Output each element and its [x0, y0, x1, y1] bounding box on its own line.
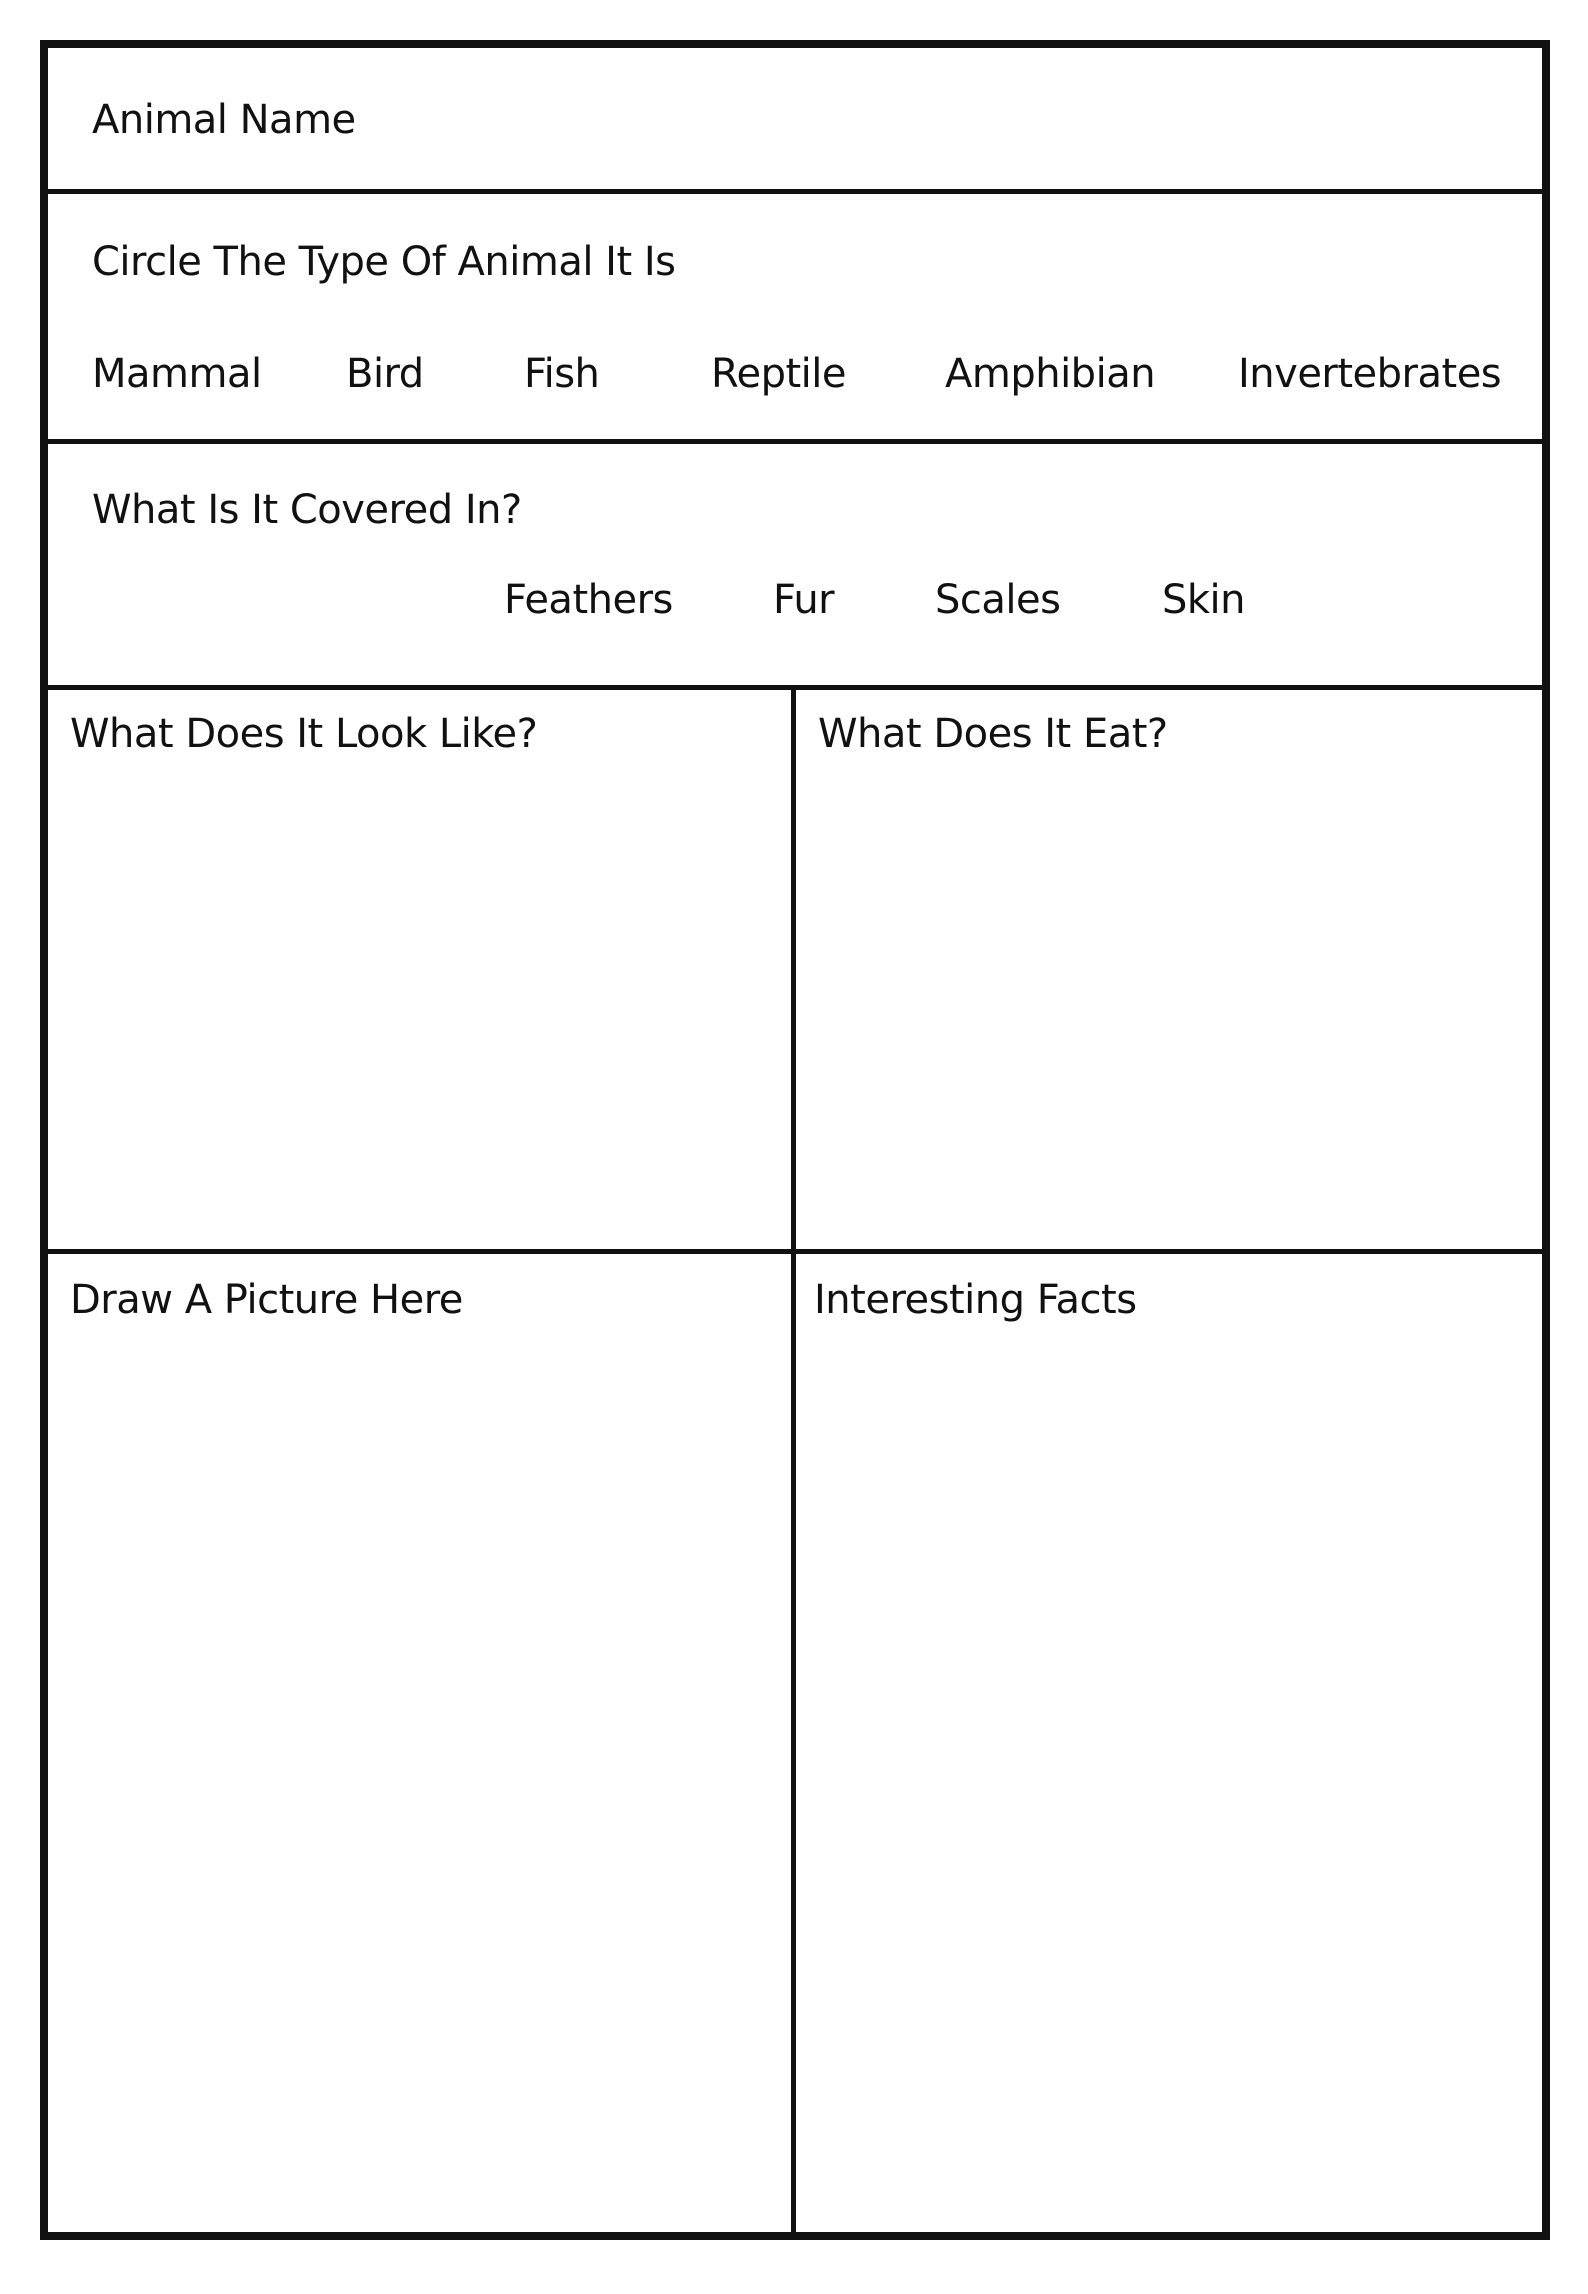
eat-label: What Does It Eat? — [818, 711, 1168, 757]
worksheet-frame — [40, 40, 1550, 2240]
animal-type-section — [48, 194, 1542, 444]
type-option-reptile[interactable]: Reptile — [711, 351, 847, 397]
facts-box[interactable] — [796, 1254, 1542, 2232]
look-like-box[interactable] — [48, 690, 796, 1249]
cover-option-skin[interactable]: Skin — [1162, 577, 1246, 623]
eat-box[interactable] — [796, 690, 1542, 1249]
cover-option-scales[interactable]: Scales — [935, 577, 1061, 623]
animal-name-section[interactable] — [48, 48, 1542, 194]
description-row — [48, 690, 1542, 1254]
covering-heading: What Is It Covered In? — [92, 487, 522, 533]
picture-label: Draw A Picture Here — [70, 1277, 463, 1323]
picture-box[interactable] — [48, 1254, 796, 2232]
animal-type-heading: Circle The Type Of Animal It Is — [92, 239, 676, 285]
cover-option-feathers[interactable]: Feathers — [504, 577, 673, 623]
type-option-invertebrates[interactable]: Invertebrates — [1238, 351, 1502, 397]
type-option-bird[interactable]: Bird — [346, 351, 424, 397]
picture-facts-row — [48, 1254, 1542, 2232]
animal-name-label: Animal Name — [92, 97, 356, 143]
type-option-mammal[interactable]: Mammal — [92, 351, 262, 397]
facts-label: Interesting Facts — [814, 1277, 1137, 1323]
cover-option-fur[interactable]: Fur — [773, 577, 835, 623]
type-option-amphibian[interactable]: Amphibian — [945, 351, 1156, 397]
covering-section — [48, 444, 1542, 690]
type-option-fish[interactable]: Fish — [524, 351, 600, 397]
look-like-label: What Does It Look Like? — [70, 711, 538, 757]
